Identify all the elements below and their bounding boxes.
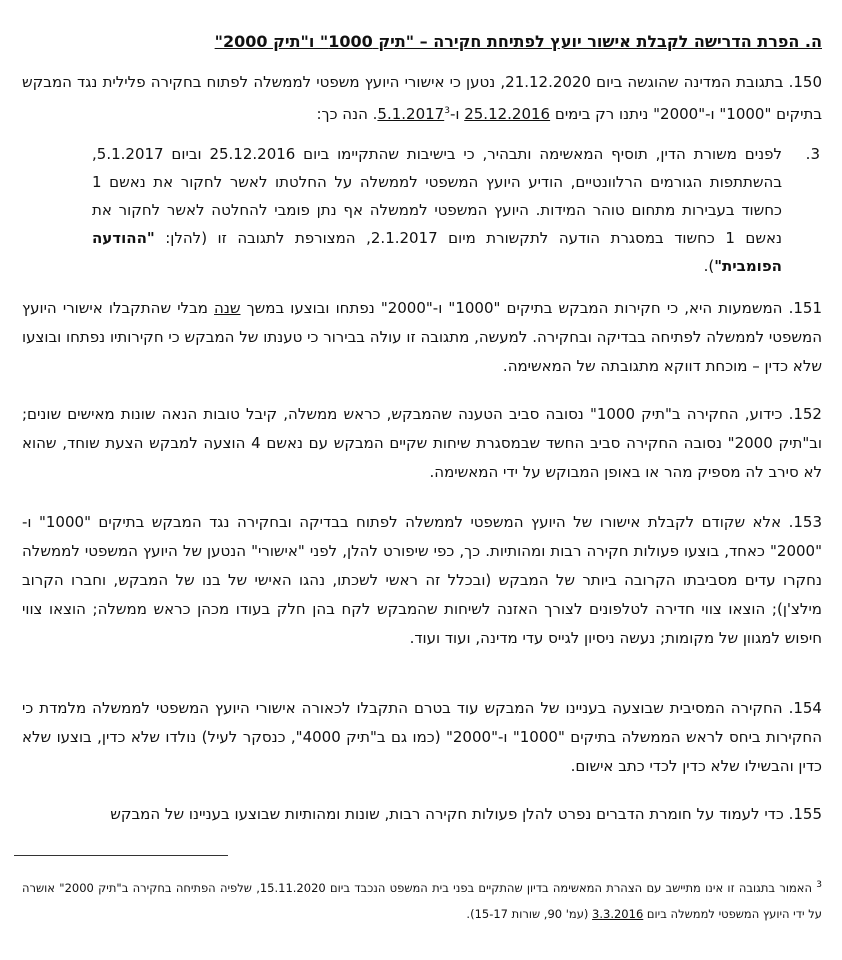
date-underlined: 25.12.2016: [464, 105, 551, 123]
paragraph-text: כידוע, החקירה ב"תיק 1000" נסובה סביב הטענה שהמבקש, כראש ממשלה, קיבל טובות הנאה שונות מאישים שונים; וב"תיק 2000" נסובה החקירה סביב החשד שבמסגרת שיחות שקיים המבקש עם נאשם 4 הוצעה למבקש הצעת שוחד, שהוא לא סירב לה מספיק מהר או באופן המבוקש על ידי המאשימה.: [22, 405, 822, 481]
paragraph-text: כדי לעמוד על חומרת הדברים נפרט להלן פעולות חקירה רבות, שונות ומהותיות שבוצעו בעניינו של המבקש: [110, 805, 784, 823]
footnote-text: האמור בתגובה זו אינו מתיישב עם הצהרת המאשימה בדיון שהתקיים בפני בית המשפט הנכבד ביום 15.11.2020, שלפיה הפתיחה בחקירה ב"תיק 2000" אושרה על ידי היועץ המשפטי לממשלה ביום: [22, 880, 822, 921]
underlined-word: שנה: [214, 299, 241, 317]
paragraph-number: 155.: [788, 805, 822, 823]
paragraph-number: 150.: [788, 73, 822, 91]
quoted-paragraph-3: [92, 140, 820, 280]
quote-number: 3.: [805, 145, 820, 163]
paragraph-text: . הנה כך:: [316, 105, 378, 123]
paragraph-153: [22, 508, 822, 653]
paragraph-number: 154.: [788, 699, 822, 717]
quote-bold-term: "ההודעה הפומבית": [92, 229, 782, 275]
quote-text: ).: [703, 257, 715, 275]
footnote-ref: 3: [444, 106, 450, 116]
paragraph-text: ו-: [449, 105, 465, 123]
footnote-date-underlined: 3.3.2016: [592, 906, 644, 921]
footnote-number: 3: [816, 880, 823, 890]
paragraph-text: בתגובת המדינה שהוגשה ביום 21.12.2020, נטען כי אישורי היועץ משפטי לממשלה לפתוח בחקירה פלילית נגד המבקש בתיקים "1000" ו-"2000" ניתנו רק בימים: [22, 73, 822, 123]
paragraph-text: אלא שקודם לקבלת אישורו של היועץ המשפטי לממשלה לפתוח בבדיקה ובחקירה נגד המבקש בתיקים "1000" ו-"2000" כאחד, בוצעו פעולות חקירה רבות ומהותיות. כך, כפי שיפורט להלן, לפני "אישורי" הנטען של היועץ המשפטי לממשלה נחקרו עדים מסביבתו הקרובה ביותר של המבקש (ובכלל זה ראשי לשכתו, נהגו האישי של בנו של המבקש, וחברו הקרוב מילצ'ן); הוצאו צווי חדירה לטלפונים לצורך האזנה לשיחות שהמבקש לקח בהן חלק בעודו מכהן כראש ממשלה; הוצאו צווי חיפוש למגוון של מקומות; נעשה ניסיון לגייס עדי מדינה, ועוד ועוד.: [22, 513, 822, 647]
footnote-text: (עמ' 90, שורות 15-17).: [466, 906, 593, 921]
footnote-separator: [14, 855, 228, 856]
footnote-3: [22, 872, 822, 927]
paragraph-text: החקירה המסיבית שבוצעה בעניינו של המבקש עוד בטרם התקבלו לכאורה אישורי היועץ המשפטי לממשלה מלמדת כי החקירות ביחס לראש הממשלה בתיקים "1000" ו-"2000" (כמו גם ב"תיק 4000", כנסקר לעיל) נולדו שלא כדין, בוצעו שלא כדין והבשילו שלא כדין לכדי כתב אישום.: [22, 699, 823, 775]
paragraph-text: המשמעות היא, כי חקירות המבקש בתיקים "1000" ו-"2000" נפתחו ובוצעו במשך: [240, 299, 783, 317]
paragraph-155: [22, 800, 822, 829]
paragraph-152: [22, 400, 822, 487]
section-heading: ה. הפרת הדרישה לקבלת אישור יועץ לפתיחת חקירה – "תיק 1000" ו"תיק 2000": [214, 32, 822, 51]
paragraph-text: מבלי שהתקבלו אישורי היועץ המשפטי לממשלה לפתיחה בבדיקה ובחקירה. למעשה, מתגובה זו עולה בבירור כי טענתו של המבקש כי חקירותיו נפתחו ובוצעו שלא כדין – מוכחת דווקא מתגובתה של המאשימה.: [22, 299, 822, 375]
paragraph-150: [22, 68, 822, 129]
quote-text: לפנים משורת הדין, תוסיף המאשימה ותבהיר, כי בישיבות שהתקיימו ביום 25.12.2016 וביום 5.1.2017, בהשתתפות הגורמים הרלוונטיים, הודיע היועץ המשפטי לממשלה על החלטתו לאשר לחקור את נאשם 1 כחשוד בעבירות מתחום טוהר המידות. היועץ המשפטי לממשלה אף נתן פומבי להחלטה לאשר לחקור את נאשם 1 כחשוד במסגרת הודעה לתקשורת מיום 2.1.2017, המצורפת לתגובה זו (להלן:: [92, 145, 782, 247]
paragraph-number: 153.: [788, 513, 822, 531]
paragraph-number: 152.: [788, 405, 822, 423]
paragraph-154: [22, 694, 822, 781]
paragraph-151: [22, 294, 822, 381]
date-underlined: 5.1.2017: [377, 105, 445, 123]
paragraph-number: 151.: [788, 299, 822, 317]
